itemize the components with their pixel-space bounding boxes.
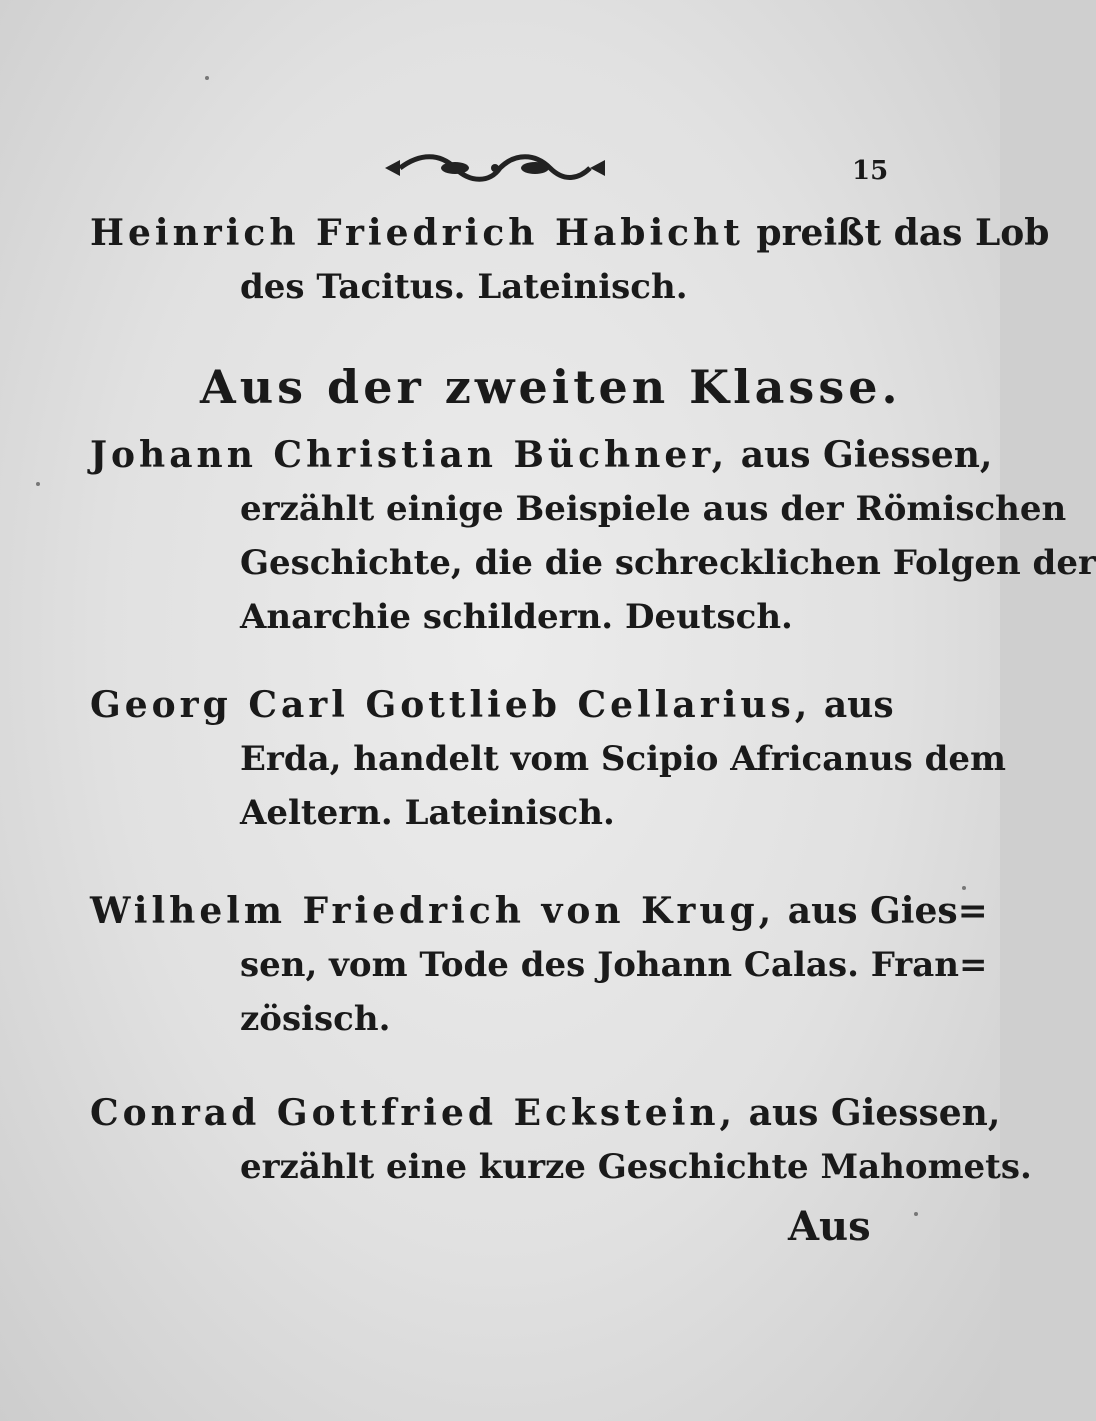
entry-first-line bbox=[90, 428, 993, 482]
entry-line: Anarchie schildern. Deutsch. bbox=[240, 597, 793, 637]
entry-line: erzählt eine kurze Geschichte Mahomets. bbox=[240, 1147, 1032, 1187]
paper-speck bbox=[36, 482, 40, 486]
entry-first-line bbox=[90, 206, 1050, 260]
entry-name: Conrad Gottfried Eckstein, bbox=[90, 1092, 737, 1134]
paper-speck bbox=[962, 886, 966, 890]
entry-line: des Tacitus. Lateinisch. bbox=[240, 267, 688, 307]
entry-habicht bbox=[90, 206, 1050, 314]
entry-cellarius bbox=[90, 678, 1007, 840]
entry-line: erzählt einige Beispiele aus der Römischen bbox=[240, 489, 1067, 529]
section-heading: Aus der zweiten Klasse. bbox=[200, 360, 902, 414]
entry-line: sen, vom Tode des Johann Calas. Fran= bbox=[240, 945, 988, 985]
entry-line: Aeltern. Lateinisch. bbox=[240, 793, 615, 833]
entry-first-rest: aus Giessen, bbox=[736, 1092, 1001, 1134]
entry-name: Georg Carl Gottlieb Cellarius, bbox=[90, 684, 812, 726]
entry-name: Johann Christian Büchner, bbox=[90, 434, 729, 476]
entry-first-rest: aus Giessen, bbox=[728, 434, 993, 476]
printer-ornament-icon bbox=[380, 148, 610, 188]
page-number: 15 bbox=[852, 156, 889, 186]
entry-first-rest: aus bbox=[811, 684, 894, 726]
paper-speck bbox=[914, 1212, 918, 1216]
entry-first-rest: aus Gies= bbox=[775, 890, 988, 932]
entry-line: Geschichte, die die schrecklichen Folgen der bbox=[240, 543, 1096, 583]
entry-first-line bbox=[90, 678, 894, 732]
paper-speck bbox=[205, 76, 209, 80]
entry-name: Wilhelm Friedrich von Krug, bbox=[90, 890, 776, 932]
entry-buechner bbox=[90, 428, 1096, 644]
entry-first-rest: preißt das Lob bbox=[743, 212, 1050, 254]
entry-eckstein bbox=[90, 1086, 1032, 1194]
catchword: Aus bbox=[788, 1203, 871, 1250]
entry-name: Heinrich Friedrich Habicht bbox=[90, 212, 744, 254]
entry-first-line bbox=[90, 884, 988, 938]
entry-first-line bbox=[90, 1086, 1001, 1140]
entry-line: zösisch. bbox=[240, 999, 391, 1039]
entry-krug bbox=[90, 884, 988, 1046]
entry-line: Erda, handelt vom Scipio Africanus dem bbox=[240, 739, 1007, 779]
